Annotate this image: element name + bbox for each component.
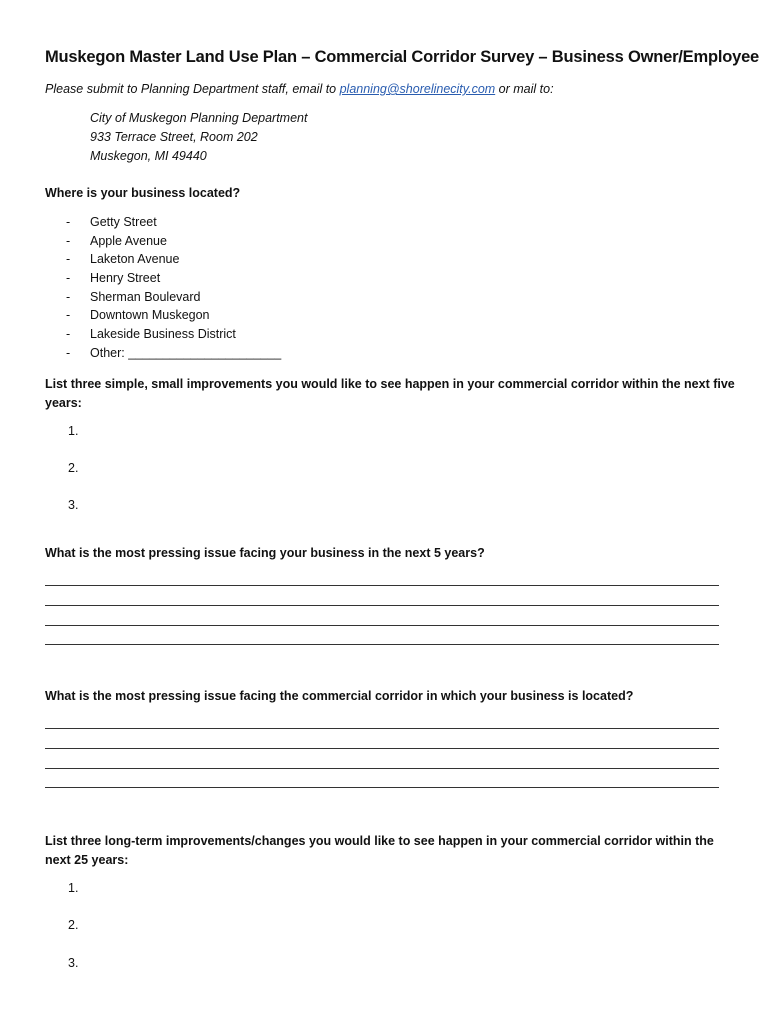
answer-number: 2. <box>68 918 79 932</box>
option-henry-street: Henry Street <box>90 271 161 285</box>
option-laketon-avenue: Laketon Avenue <box>90 252 180 266</box>
address-line-2: 933 Terrace Street, Room 202 <box>90 130 258 144</box>
bullet-dash: - <box>66 234 71 248</box>
answer-line[interactable] <box>45 644 719 645</box>
answer-line[interactable] <box>45 585 719 586</box>
bullet-dash: - <box>66 346 71 360</box>
question-long-term-improvements: List three long-term improvements/changes you would like to see happen in your commercial corridor within the next 25 years: <box>45 834 714 867</box>
question-corridor-issue: What is the most pressing issue facing the commercial corridor in which your business is located? <box>45 689 634 703</box>
bullet-dash: - <box>66 271 71 285</box>
submission-instructions <box>45 82 554 96</box>
answer-line[interactable] <box>45 605 719 606</box>
answer-line[interactable] <box>45 787 719 788</box>
answer-line[interactable] <box>45 625 719 626</box>
answer-number: 1. <box>68 881 79 895</box>
question-small-improvements: List three simple, small improvements you would like to see happen in your commercial corridor within the next five years: <box>45 377 735 410</box>
option-lakeside-business-district: Lakeside Business District <box>90 327 236 341</box>
address-line-3: Muskegon, MI 49440 <box>90 149 207 163</box>
instructions-suffix: or mail to: <box>495 82 554 96</box>
answer-number: 3. <box>68 956 79 970</box>
email-link[interactable]: planning@shorelinecity.com <box>339 82 496 96</box>
bullet-dash: - <box>66 290 71 304</box>
bullet-dash: - <box>66 215 71 229</box>
answer-number: 3. <box>68 498 79 512</box>
option-downtown-muskegon: Downtown Muskegon <box>90 308 210 322</box>
instructions-prefix: Please submit to Planning Department staff, email to <box>45 82 340 96</box>
option-apple-avenue: Apple Avenue <box>90 234 167 248</box>
question-location: Where is your business located? <box>45 186 241 200</box>
bullet-dash: - <box>66 327 71 341</box>
option-other-field[interactable]: Other: ______________________ <box>90 346 282 360</box>
answer-line[interactable] <box>45 728 719 729</box>
question-business-issue: What is the most pressing issue facing your business in the next 5 years? <box>45 546 485 560</box>
page-title: Muskegon Master Land Use Plan – Commercial Corridor Survey – Business Owner/Employee <box>45 48 760 66</box>
answer-number: 1. <box>68 424 79 438</box>
option-sherman-boulevard: Sherman Boulevard <box>90 290 201 304</box>
option-getty-street: Getty Street <box>90 215 157 229</box>
answer-line[interactable] <box>45 768 719 769</box>
bullet-dash: - <box>66 252 71 266</box>
address-line-1: City of Muskegon Planning Department <box>90 111 308 125</box>
answer-number: 2. <box>68 461 79 475</box>
answer-line[interactable] <box>45 748 719 749</box>
bullet-dash: - <box>66 308 71 322</box>
